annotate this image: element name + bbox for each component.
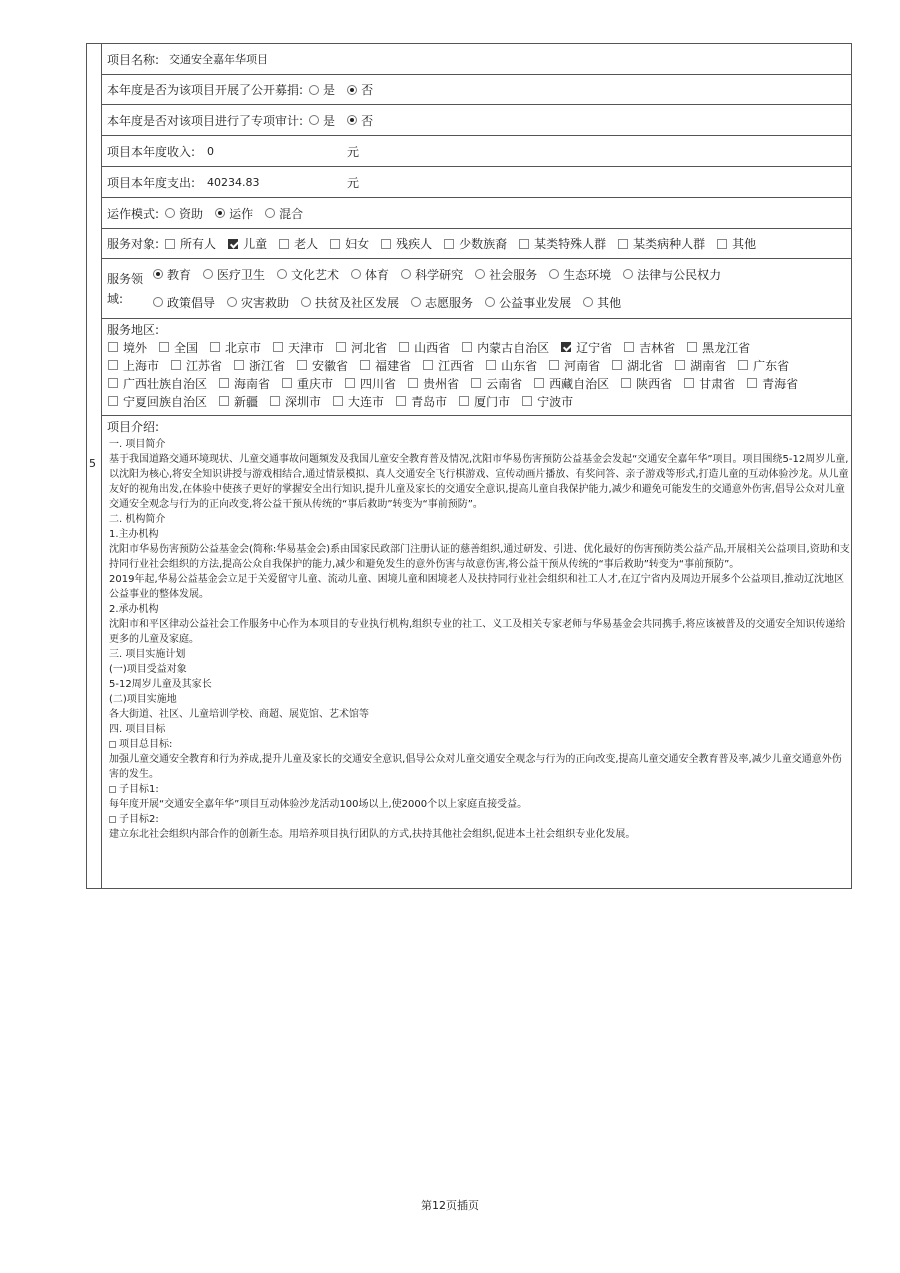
radio-icon (309, 115, 319, 125)
area-jilin[interactable]: 吉林省 (618, 339, 675, 356)
income-unit: 元 (347, 144, 360, 159)
area-anhui[interactable]: 安徽省 (291, 357, 348, 374)
field-public-welfare[interactable]: 公益事业发展 (479, 294, 571, 311)
radio-selected-icon (347, 115, 357, 125)
checkbox-icon (108, 378, 118, 388)
checkbox-icon (333, 396, 343, 406)
checkbox-icon (108, 360, 118, 370)
checkbox-icon (399, 342, 409, 352)
service-field-label-1: 服务领 (107, 272, 144, 286)
area-dalian[interactable]: 大连市 (327, 393, 384, 410)
radio-icon (153, 297, 163, 307)
intro-s2-text1: 沈阳市华易伤害预防公益基金会(简称:华易基金会)系由国家民政部门注册认证的慈善组织,通过研发、引进、优化最好的伤害预防类公益产品,开展相关公益项目,资助和支持同行业社会组织的方法,提高公众自我保护的能力,减少和避免发生的意外伤害与故意伤害,将公益干预从传统的“事后救助”转变为“事前预防”。 (109, 544, 850, 570)
area-row-1 (102, 338, 756, 356)
checkbox-icon (381, 239, 391, 249)
radio-icon (411, 297, 421, 307)
checkbox-icon (336, 342, 346, 352)
public-fundraising-no[interactable]: 否 (341, 81, 373, 98)
target-all[interactable]: 所有人 (159, 235, 216, 252)
checkbox-icon (273, 342, 283, 352)
radio-icon (165, 208, 175, 218)
radio-selected-icon (347, 85, 357, 95)
operation-mode-row (102, 198, 851, 229)
checkbox-icon (165, 239, 175, 249)
radio-selected-icon (215, 208, 225, 218)
area-guangxi[interactable]: 广西壮族自治区 (102, 375, 207, 392)
checkbox-icon (462, 342, 472, 352)
area-tibet[interactable]: 西藏自治区 (528, 375, 609, 392)
area-hunan[interactable]: 湖南省 (669, 357, 726, 374)
area-tianjin[interactable]: 天津市 (267, 339, 324, 356)
checkbox-icon (210, 342, 220, 352)
radio-icon (583, 297, 593, 307)
special-audit-no[interactable]: 否 (341, 112, 373, 129)
intro-s2-text3: 沈阳市和平区律动公益社会工作服务中心作为本项目的专业执行机构,组织专业的社工、义工及相关专家老师与华易基金会共同携手,将应该被普及的交通安全知识传递给更多的儿童及家庭。 (109, 619, 846, 645)
field-poverty[interactable]: 扶贫及社区发展 (295, 294, 399, 311)
field-health[interactable]: 医疗卫生 (197, 266, 265, 283)
area-row-3 (102, 374, 804, 392)
project-name-row (102, 44, 851, 75)
checkbox-icon (486, 360, 496, 370)
checkbox-icon (279, 239, 289, 249)
goal1-label: 子目标1: (119, 784, 159, 795)
row-number: 5 (89, 457, 96, 470)
intro-s3-sub1: (一)项目受益对象 (109, 664, 187, 675)
public-fundraising-row (102, 75, 851, 105)
target-disease-group[interactable]: 某类病种人群 (612, 235, 705, 252)
service-field-options-1 (147, 264, 727, 284)
special-audit-question: 本年度是否对该项目进行了专项审计: (107, 113, 304, 128)
checkbox-icon (738, 360, 748, 370)
expense-row (102, 167, 851, 198)
field-culture[interactable]: 文化艺术 (271, 266, 339, 283)
target-disabled[interactable]: 残疾人 (375, 235, 432, 252)
checkbox-icon (171, 360, 181, 370)
checkbox-icon (108, 342, 118, 352)
bullet-icon (109, 741, 116, 748)
field-ecology[interactable]: 生态环境 (543, 266, 611, 283)
area-row-2 (102, 356, 795, 374)
checkbox-icon (612, 360, 622, 370)
checkbox-icon (159, 342, 169, 352)
intro-s2-text2: 2019年起,华易公益基金会立足于关爱留守儿童、流动儿童、困境儿童和困境老人及扶持同行业社会组织和社工人才,在辽宁省内及周边开展多个公益项目,推动辽沈地区公益事业的整体发展。 (109, 574, 844, 600)
area-guizhou[interactable]: 贵州省 (402, 375, 459, 392)
service-field-options-2 (147, 292, 627, 312)
area-overseas[interactable]: 境外 (102, 339, 147, 356)
area-hainan[interactable]: 海南省 (213, 375, 270, 392)
income-label: 项目本年度收入: (107, 144, 196, 159)
area-shenzhen[interactable]: 深圳市 (264, 393, 321, 410)
checkbox-icon (444, 239, 454, 249)
field-education[interactable]: 教育 (147, 266, 191, 283)
checkbox-icon (330, 239, 340, 249)
checkbox-icon (624, 342, 634, 352)
project-form-table (86, 43, 852, 889)
checkbox-icon (408, 378, 418, 388)
area-national[interactable]: 全国 (153, 339, 198, 356)
service-target-label: 服务对象: (107, 237, 160, 251)
target-children[interactable]: 儿童 (222, 235, 267, 252)
goal2-text: 建立东北社会组织内部合作的创新生态。用培养项目执行团队的方式,扶持其他社会组织,促进本土社会组织专业化发展。 (109, 829, 636, 840)
radio-icon (351, 269, 361, 279)
intro-label: 项目介绍: (107, 420, 160, 434)
radio-icon (485, 297, 495, 307)
field-social-service[interactable]: 社会服务 (469, 266, 537, 283)
radio-icon (623, 269, 633, 279)
service-field-row (102, 259, 851, 319)
intro-s1-text: 基于我国道路交通环境现状、儿童交通事故问题频发及我国儿童安全教育普及情况,沈阳市华易伤害预防公益基金会发起“交通安全嘉年华”项目。项目围绕5-12周岁儿童,以沈阳为核心,将安全知识讲授与游戏相结合,通过情景模拟、真人交通安全飞行棋游戏、宣传动画片播放、有奖问答、亲子游戏等形式,打造儿童的互动体验沙龙。从儿童友好的视角出发,在体验中使孩子更好的掌握安全出行知识,提升儿童及家长的交通安全意识,提高儿童自我保护能力,减少和避免可能发生的交通意外伤害,倡导公众对儿童交通安全观念与行为的正向改变,将公益干预从传统的“事后救助”转变为“事前预防”。 (109, 454, 849, 510)
target-women[interactable]: 妇女 (324, 235, 369, 252)
checkbox-icon (219, 378, 229, 388)
area-jiangsu[interactable]: 江苏省 (165, 357, 222, 374)
operation-mode-fund[interactable]: 资助 (159, 205, 203, 222)
checkbox-icon (459, 396, 469, 406)
checkbox-icon (519, 239, 529, 249)
checkbox-icon (684, 378, 694, 388)
row-number-column (87, 44, 102, 888)
area-shanxi[interactable]: 山西省 (393, 339, 450, 356)
field-other[interactable]: 其他 (577, 294, 621, 311)
bullet-icon (109, 786, 116, 793)
operation-mode-mixed[interactable]: 混合 (259, 205, 303, 222)
area-yunnan[interactable]: 云南省 (465, 375, 522, 392)
project-name-value: 交通安全嘉年华项目 (169, 53, 269, 66)
checkbox-icon (396, 396, 406, 406)
operation-mode-label: 运作模式: (107, 206, 160, 221)
project-intro-row (102, 416, 851, 886)
target-minority[interactable]: 少数族裔 (438, 235, 507, 252)
income-value: 0 (207, 144, 215, 158)
area-jiangxi[interactable]: 江西省 (417, 357, 474, 374)
radio-icon (277, 269, 287, 279)
service-field-label-2: 域: (107, 292, 124, 306)
radio-icon (301, 297, 311, 307)
intro-s4-title: 四. 项目目标 (109, 724, 166, 735)
checkbox-icon (747, 378, 757, 388)
area-xinjiang[interactable]: 新疆 (213, 393, 258, 410)
checkbox-checked-icon (228, 239, 238, 249)
area-hebei[interactable]: 河北省 (330, 339, 387, 356)
service-target-row (102, 229, 851, 259)
field-sports[interactable]: 体育 (345, 266, 389, 283)
intro-s3-text2: 各大街道、社区、儿童培训学校、商超、展览馆、艺术馆等 (109, 709, 369, 720)
intro-s3-title: 三. 项目实施计划 (109, 649, 186, 660)
intro-s3-text1: 5-12周岁儿童及其家长 (109, 679, 212, 690)
radio-selected-icon (153, 269, 163, 279)
area-shanghai[interactable]: 上海市 (102, 357, 159, 374)
area-shandong[interactable]: 山东省 (480, 357, 537, 374)
expense-value: 40234.83 (207, 175, 260, 189)
area-henan[interactable]: 河南省 (543, 357, 600, 374)
checkbox-icon (675, 360, 685, 370)
radio-icon (227, 297, 237, 307)
area-gansu[interactable]: 甘肃省 (678, 375, 735, 392)
checkbox-icon (522, 396, 532, 406)
area-hubei[interactable]: 湖北省 (606, 357, 663, 374)
area-ningxia[interactable]: 宁夏回族自治区 (102, 393, 207, 410)
checkbox-icon (360, 360, 370, 370)
area-shaanxi[interactable]: 陕西省 (615, 375, 672, 392)
checkbox-icon (297, 360, 307, 370)
expense-label: 项目本年度支出: (107, 175, 196, 190)
operation-mode-operate[interactable]: 运作 (209, 205, 253, 222)
radio-icon (203, 269, 213, 279)
area-liaoning[interactable]: 辽宁省 (555, 339, 612, 356)
area-qingdao[interactable]: 青岛市 (390, 393, 447, 410)
checkbox-icon (549, 360, 559, 370)
radio-icon (309, 85, 319, 95)
area-chongqing[interactable]: 重庆市 (276, 375, 333, 392)
target-elderly[interactable]: 老人 (273, 235, 318, 252)
checkbox-icon (618, 239, 628, 249)
intro-body (107, 435, 851, 842)
field-policy[interactable]: 政策倡导 (147, 294, 215, 311)
field-law[interactable]: 法律与公民权力 (617, 266, 721, 283)
area-row-4 (102, 392, 579, 410)
radio-icon (401, 269, 411, 279)
goal-total-text: 加强儿童交通安全教育和行为养成,提升儿童及家长的交通安全意识,倡导公众对儿童交通安全观念与行为的正向改变,提高儿童交通安全教育普及率,减少儿童交通意外伤害的发生。 (109, 754, 842, 780)
area-zhejiang[interactable]: 浙江省 (228, 357, 285, 374)
radio-icon (265, 208, 275, 218)
intro-s2-title: 二. 机构简介 (109, 514, 166, 525)
area-fujian[interactable]: 福建省 (354, 357, 411, 374)
area-heilongjiang[interactable]: 黑龙江省 (681, 339, 750, 356)
checkbox-icon (717, 239, 727, 249)
service-area-row (102, 319, 851, 416)
checkbox-icon (219, 396, 229, 406)
intro-s1-title: 一. 项目简介 (109, 439, 166, 450)
target-other[interactable]: 其他 (711, 235, 756, 252)
radio-icon (475, 269, 485, 279)
area-ningbo[interactable]: 宁波市 (516, 393, 573, 410)
checkbox-icon (270, 396, 280, 406)
project-name-label: 项目名称: (107, 52, 160, 67)
bullet-icon (109, 816, 116, 823)
area-sichuan[interactable]: 四川省 (339, 375, 396, 392)
page-footer: 第12页插页 (421, 1199, 479, 1212)
radio-icon (549, 269, 559, 279)
checkbox-icon (234, 360, 244, 370)
checkbox-icon (423, 360, 433, 370)
public-fundraising-yes[interactable]: 是 (303, 81, 335, 98)
area-inner-mongolia[interactable]: 内蒙古自治区 (456, 339, 549, 356)
field-disaster[interactable]: 灾害救助 (221, 294, 289, 311)
checkbox-icon (471, 378, 481, 388)
goal-total-label: 项目总目标: (119, 739, 173, 750)
area-qinghai[interactable]: 青海省 (741, 375, 798, 392)
checkbox-icon (282, 378, 292, 388)
field-volunteer[interactable]: 志愿服务 (405, 294, 473, 311)
goal2-label: 子目标2: (119, 814, 159, 825)
intro-s2-sub2: 2.承办机构 (109, 604, 159, 615)
target-special-group[interactable]: 某类特殊人群 (513, 235, 606, 252)
area-guangdong[interactable]: 广东省 (732, 357, 789, 374)
intro-s3-sub2: (二)项目实施地 (109, 694, 177, 705)
goal1-text: 每年度开展“交通安全嘉年华”项目互动体验沙龙活动100场以上,使2000个以上家庭直接受益。 (109, 799, 528, 810)
public-fundraising-question: 本年度是否为该项目开展了公开募捐: (107, 83, 304, 97)
intro-s2-sub1: 1.主办机构 (109, 529, 159, 540)
checkbox-icon (108, 396, 118, 406)
checkbox-icon (621, 378, 631, 388)
checkbox-checked-icon (561, 342, 571, 352)
checkbox-icon (534, 378, 544, 388)
special-audit-row (102, 105, 851, 136)
checkbox-icon (687, 342, 697, 352)
checkbox-icon (345, 378, 355, 388)
special-audit-yes[interactable]: 是 (303, 112, 335, 129)
service-area-label: 服务地区: (107, 323, 160, 337)
field-science[interactable]: 科学研究 (395, 266, 463, 283)
area-beijing[interactable]: 北京市 (204, 339, 261, 356)
income-row (102, 136, 851, 167)
expense-unit: 元 (347, 175, 360, 190)
area-xiamen[interactable]: 厦门市 (453, 393, 510, 410)
